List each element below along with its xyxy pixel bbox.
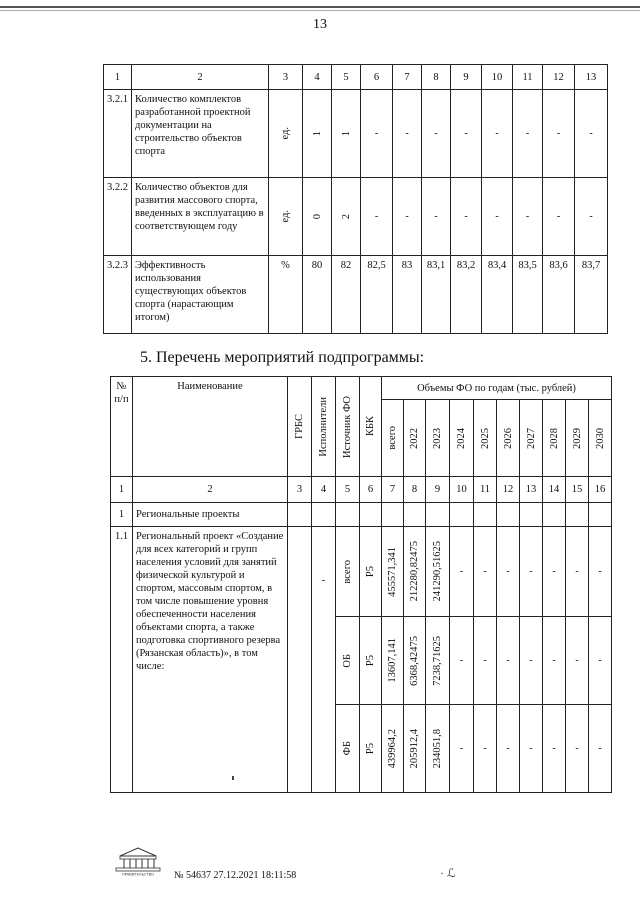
empty-cell — [520, 503, 543, 527]
empty-cell — [543, 503, 566, 527]
colnum-cell: 2 — [133, 477, 288, 503]
year-text: 2024 — [456, 427, 467, 449]
year-2022-cell — [404, 617, 426, 705]
isp-dash: - — [321, 575, 326, 586]
value-cell: 83,6 — [543, 256, 575, 334]
document-registration-footer: № 54637 27.12.2021 18:11:58 — [174, 870, 297, 881]
row-number: 3.2.2 — [104, 178, 132, 256]
value-cell: - — [482, 178, 513, 256]
value-cell: - — [543, 617, 566, 705]
colnum-cell: 7 — [382, 477, 404, 503]
project-row-total — [111, 527, 612, 617]
header-year — [426, 400, 450, 477]
colnum-cell: 14 — [543, 477, 566, 503]
year-text: 2026 — [502, 427, 514, 449]
header-kbk-text: КБК — [365, 416, 376, 437]
total-text: 439964,2 — [387, 728, 398, 769]
value-cell: - — [513, 178, 543, 256]
year-text: 2027 — [525, 427, 537, 449]
header-volumes: Объемы ФО по годам (тыс. рублей) — [382, 377, 612, 400]
value-cell: 83,5 — [513, 256, 543, 334]
year-2023-cell — [426, 705, 450, 793]
value-cell: - — [575, 178, 608, 256]
year-value-text: 212280,82475 — [409, 541, 420, 602]
value-cell: - — [543, 90, 575, 178]
kbk-text: P5 — [365, 742, 376, 755]
section-row — [111, 503, 612, 527]
src-cell — [336, 617, 360, 705]
scan-edge-line-secondary — [0, 10, 640, 11]
empty-cell — [288, 503, 312, 527]
src-cell — [336, 527, 360, 617]
header-year — [543, 400, 566, 477]
value-cell: - — [474, 617, 497, 705]
colnum-cell: 4 — [312, 477, 336, 503]
scan-edge-line — [0, 6, 640, 8]
activities-table — [110, 376, 612, 793]
year-value-text: 7238,71625 — [432, 635, 443, 686]
empty-cell — [336, 503, 360, 527]
value-text: 2 — [340, 213, 352, 220]
section-title: 5. Перечень мероприятий подпрограммы: — [140, 349, 425, 366]
header-year — [404, 400, 426, 477]
colnum-cell: 9 — [426, 477, 450, 503]
unit-cell — [269, 90, 303, 178]
year-text: 2025 — [479, 427, 491, 449]
empty-cell — [382, 503, 404, 527]
unit-cell: % — [269, 256, 303, 334]
year-text: 2022 — [409, 427, 420, 449]
colnum-cell: 16 — [589, 477, 612, 503]
kbk-text: P5 — [365, 654, 376, 667]
value-cell: - — [450, 705, 474, 793]
year-2022-cell — [404, 527, 426, 617]
header-total-text: всего — [387, 426, 398, 450]
government-building-icon — [112, 846, 164, 876]
kbk-cell — [360, 617, 382, 705]
empty-cell — [566, 503, 589, 527]
header-cell: 2 — [132, 65, 269, 90]
colnum-cell: 1 — [111, 477, 133, 503]
year-text: 2028 — [548, 427, 560, 449]
value-cell: 83,2 — [451, 256, 482, 334]
value-cell: - — [482, 90, 513, 178]
empty-cell — [497, 503, 520, 527]
colnum-cell: 13 — [520, 477, 543, 503]
scan-mark — [232, 776, 234, 780]
indicator-name: Эффективность использования существующих объектов спорта (нарастающим итогом) — [132, 256, 269, 334]
value-cell — [303, 178, 332, 256]
value-text: 1 — [311, 130, 323, 137]
row-number: 3.2.1 — [104, 90, 132, 178]
value-cell: - — [520, 705, 543, 793]
year-value-text: 241290,51625 — [432, 541, 443, 602]
header-cell: 11 — [513, 65, 543, 90]
value-cell: - — [566, 527, 589, 617]
value-cell: 83 — [393, 256, 422, 334]
colnum-cell: 3 — [288, 477, 312, 503]
year-value-text: 6368,42475 — [409, 635, 420, 686]
value-cell: - — [589, 617, 612, 705]
header-year — [474, 400, 497, 477]
value-cell: 82,5 — [361, 256, 393, 334]
indicator-name: Количество объектов для развития массового спорта, введенных в эксплуатацию в соответствующем году — [132, 178, 269, 256]
value-cell: - — [543, 527, 566, 617]
isp-cell — [312, 527, 336, 793]
header-total — [382, 400, 404, 477]
value-cell: - — [474, 527, 497, 617]
project-num: 1.1 — [111, 527, 133, 793]
header-src — [336, 377, 360, 477]
colnum-cell: 15 — [566, 477, 589, 503]
value-text: 0 — [311, 213, 323, 220]
src-text: всего — [342, 559, 353, 584]
header-isp — [312, 377, 336, 477]
value-cell: - — [543, 178, 575, 256]
value-cell: - — [543, 705, 566, 793]
year-2023-cell — [426, 617, 450, 705]
value-text: 1 — [340, 130, 352, 137]
total-text: 455571,341 — [387, 546, 398, 597]
value-cell: - — [497, 705, 520, 793]
header-kbk — [360, 377, 382, 477]
header-cell: 9 — [451, 65, 482, 90]
kbk-cell — [360, 527, 382, 617]
header-cell: 12 — [543, 65, 575, 90]
value-cell: - — [513, 90, 543, 178]
year-text: 2023 — [432, 427, 443, 449]
header-cell: 7 — [393, 65, 422, 90]
value-cell: - — [589, 705, 612, 793]
value-cell: - — [393, 178, 422, 256]
empty-cell — [450, 503, 474, 527]
section-num: 1 — [111, 503, 133, 527]
empty-cell — [404, 503, 426, 527]
header-cell: 1 — [104, 65, 132, 90]
year-value-text: 205912,4 — [409, 728, 420, 769]
header-year — [450, 400, 474, 477]
activities-header-row-1 — [111, 377, 612, 400]
indicators-header-row — [104, 65, 608, 90]
header-cell: 5 — [332, 65, 361, 90]
value-cell: 82 — [332, 256, 361, 334]
value-cell: - — [575, 90, 608, 178]
header-cell: 6 — [361, 65, 393, 90]
value-cell: - — [450, 617, 474, 705]
header-src-text: Источник ФО — [342, 395, 353, 458]
year-2022-cell — [404, 705, 426, 793]
header-cell: 10 — [482, 65, 513, 90]
value-cell: 83,7 — [575, 256, 608, 334]
value-cell: - — [520, 527, 543, 617]
header-num: № п/п — [111, 377, 133, 477]
project-name: Региональный проект «Создание для всех категорий и групп населения условий для занятий физической культурой и спортом, массовым спортом, в том числе повышение уровня обеспеченности населения объектами спорта, а также подготовка спортивного резерва (Рязанская область)», в том числе: — [133, 527, 288, 793]
colnum-cell: 8 — [404, 477, 426, 503]
header-cell: 8 — [422, 65, 451, 90]
unit-text: ед. — [280, 210, 291, 223]
value-cell: - — [520, 617, 543, 705]
signature-scribble: · ℒ — [440, 866, 456, 880]
total-text: 13607,141 — [387, 638, 398, 683]
section-name: Региональные проекты — [133, 503, 288, 527]
header-cell: 3 — [269, 65, 303, 90]
value-cell: - — [422, 178, 451, 256]
indicator-row — [104, 178, 608, 256]
value-cell — [332, 90, 361, 178]
grbs-cell — [288, 527, 312, 793]
empty-cell — [426, 503, 450, 527]
year-value-text: 234051,8 — [432, 728, 443, 769]
page-number: 13 — [313, 17, 327, 32]
src-cell — [336, 705, 360, 793]
value-cell: - — [450, 527, 474, 617]
total-cell — [382, 705, 404, 793]
total-cell — [382, 617, 404, 705]
header-isp-text: Исполнители — [318, 396, 329, 457]
value-cell: 80 — [303, 256, 332, 334]
src-text: ФБ — [342, 741, 353, 756]
kbk-cell — [360, 705, 382, 793]
header-year — [589, 400, 612, 477]
indicator-row — [104, 256, 608, 334]
value-cell: - — [451, 90, 482, 178]
total-cell — [382, 527, 404, 617]
header-grbs — [288, 377, 312, 477]
kbk-text: P5 — [365, 565, 376, 578]
unit-cell — [269, 178, 303, 256]
empty-cell — [360, 503, 382, 527]
colnum-cell: 10 — [450, 477, 474, 503]
year-2023-cell — [426, 527, 450, 617]
value-cell: - — [393, 90, 422, 178]
row-number: 3.2.3 — [104, 256, 132, 334]
colnum-cell: 11 — [474, 477, 497, 503]
value-cell: 83,1 — [422, 256, 451, 334]
colnum-cell: 6 — [360, 477, 382, 503]
value-cell — [332, 178, 361, 256]
value-cell: - — [361, 178, 393, 256]
year-text: 2029 — [571, 427, 583, 449]
value-cell — [303, 90, 332, 178]
indicator-name: Количество комплектов разработанной проектной документации на строительство объектов спорта — [132, 90, 269, 178]
column-number-row — [111, 477, 612, 503]
unit-text: ед. — [280, 127, 291, 140]
header-cell: 4 — [303, 65, 332, 90]
value-cell: - — [566, 617, 589, 705]
src-text: ОБ — [342, 653, 353, 668]
header-year — [497, 400, 520, 477]
year-text: 2030 — [594, 427, 606, 449]
value-cell: - — [474, 705, 497, 793]
header-cell: 13 — [575, 65, 608, 90]
value-cell: - — [497, 527, 520, 617]
value-cell: - — [451, 178, 482, 256]
value-cell: - — [497, 617, 520, 705]
indicator-row — [104, 90, 608, 178]
header-name: Наименование — [133, 377, 288, 477]
indicators-table — [103, 64, 608, 334]
empty-cell — [589, 503, 612, 527]
empty-cell — [474, 503, 497, 527]
value-cell: - — [566, 705, 589, 793]
colnum-cell: 12 — [497, 477, 520, 503]
value-cell: 83,4 — [482, 256, 513, 334]
value-cell: - — [422, 90, 451, 178]
value-cell: - — [589, 527, 612, 617]
empty-cell — [312, 503, 336, 527]
header-year — [520, 400, 543, 477]
stamp-label: ПРАВИТЕЛЬСТВО — [121, 872, 155, 876]
header-year — [566, 400, 589, 477]
header-grbs-text: ГРБС — [294, 414, 305, 439]
colnum-cell: 5 — [336, 477, 360, 503]
value-cell: - — [361, 90, 393, 178]
